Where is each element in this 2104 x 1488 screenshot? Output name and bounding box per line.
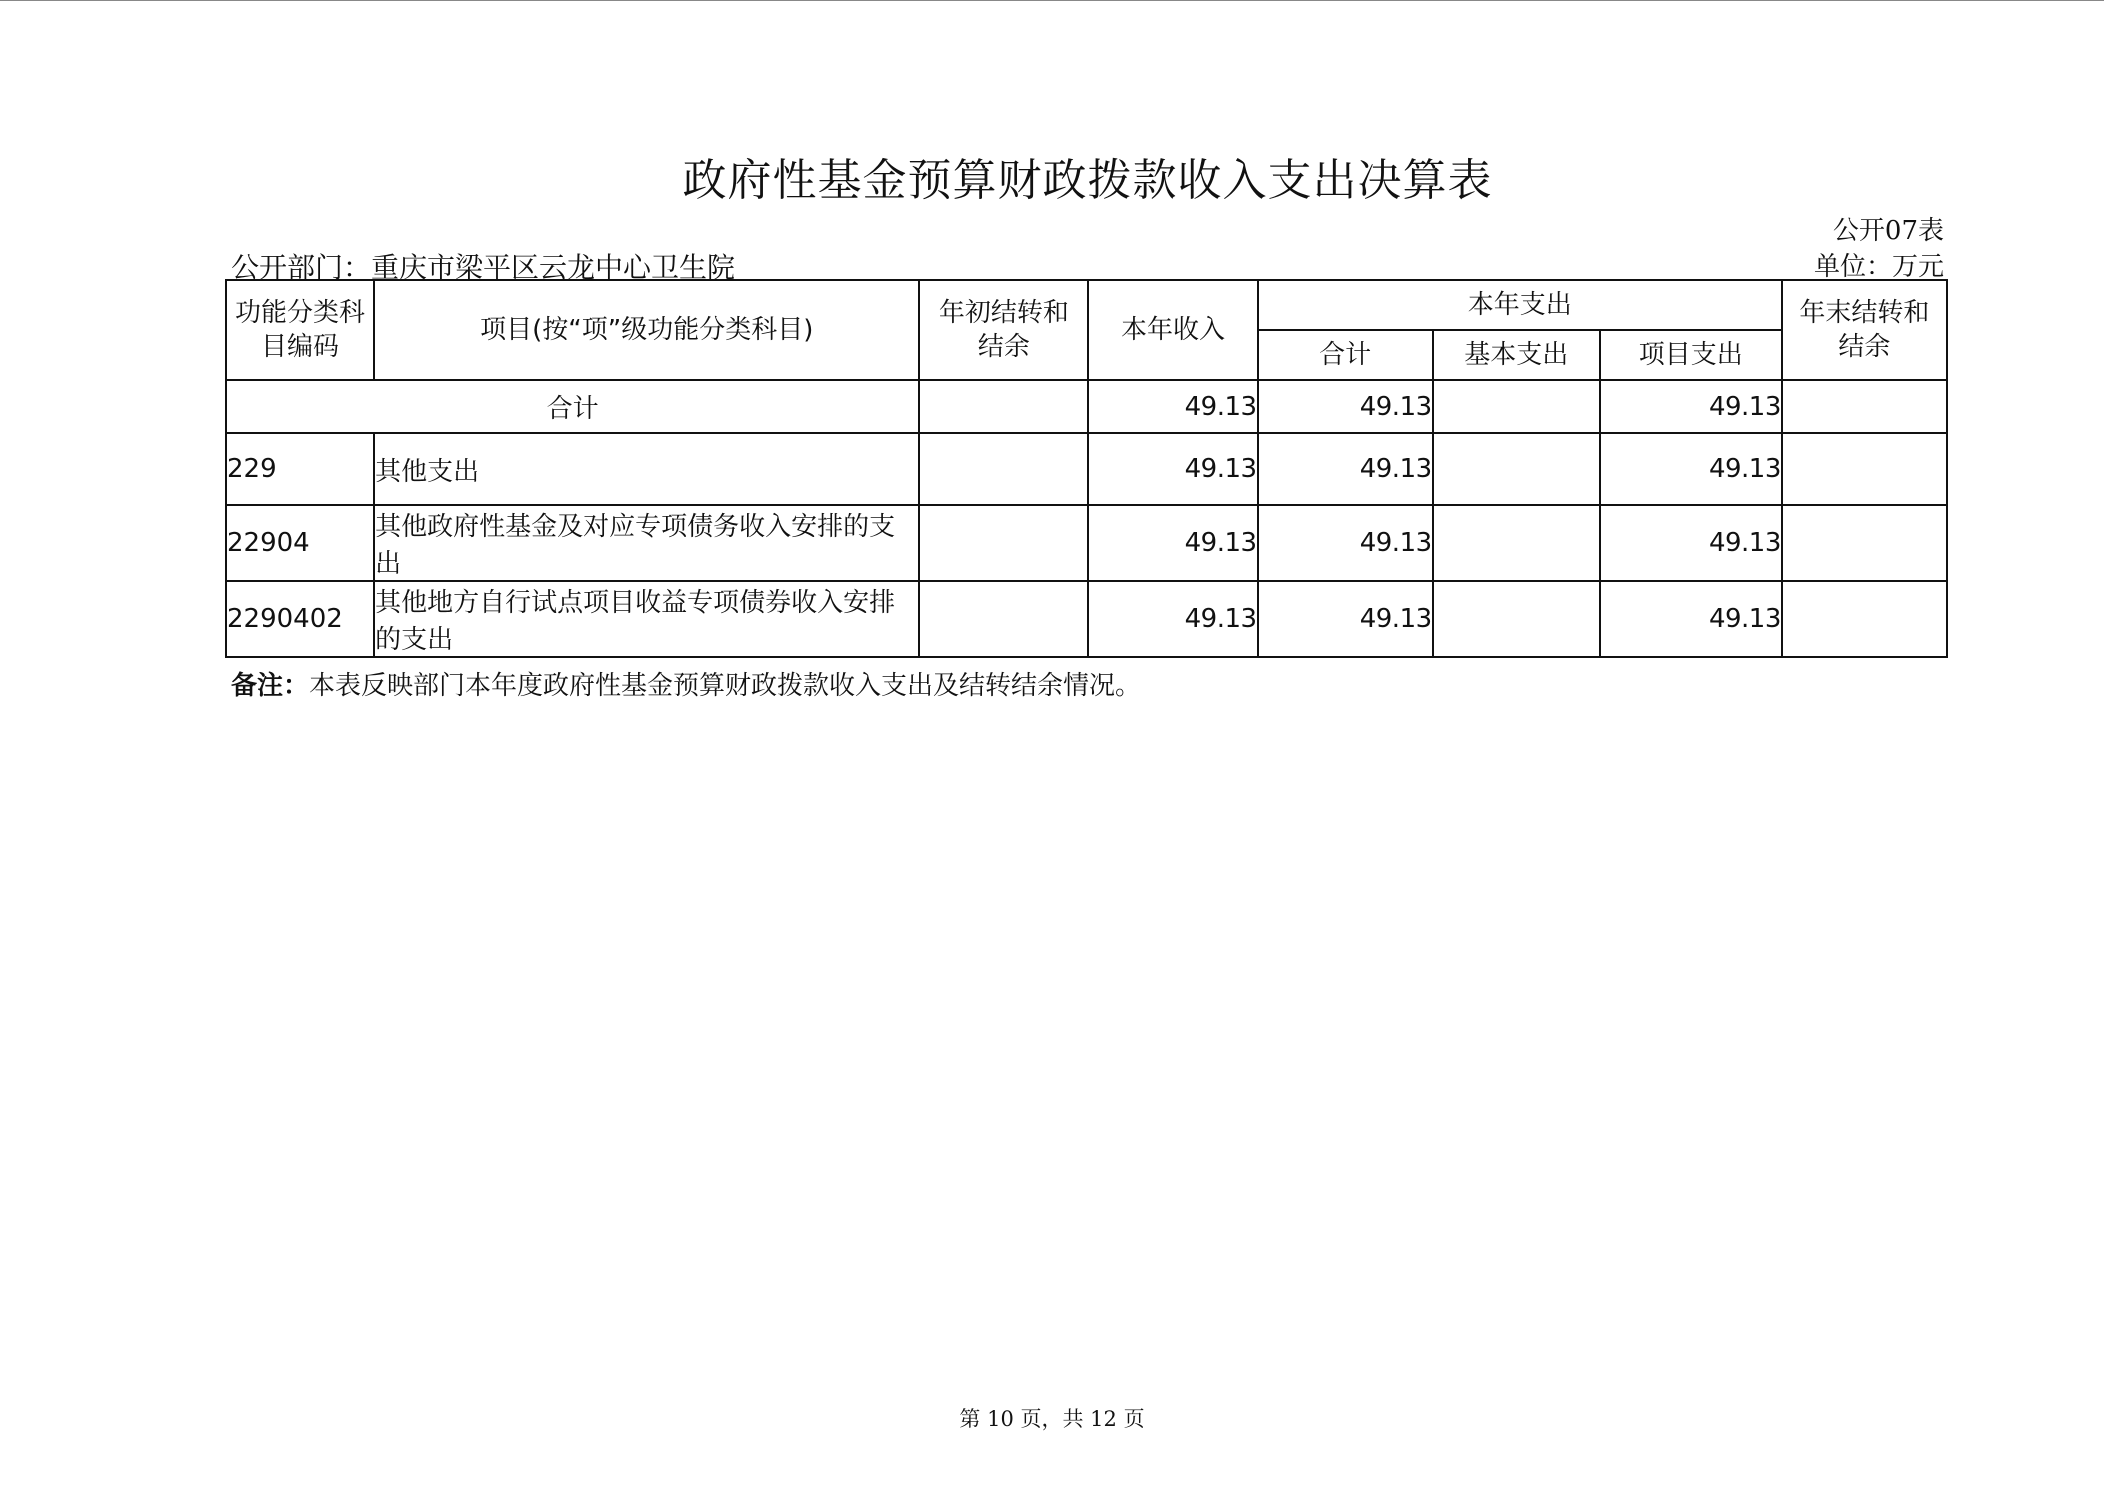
row-exp-basic xyxy=(1433,433,1600,505)
header-opening-balance: 年初结转和结余 xyxy=(919,280,1088,380)
page-title: 政府性基金预算财政拨款收入支出决算表 xyxy=(682,155,1493,206)
row-opening-balance xyxy=(919,581,1088,657)
row-opening-balance xyxy=(919,433,1088,505)
department-label: 公开部门：重庆市梁平区云龙中心卫生院 xyxy=(231,251,736,284)
page-top-border xyxy=(0,0,2104,1)
row-exp-project: 49.13 xyxy=(1600,433,1782,505)
table-row xyxy=(226,581,1947,657)
row-exp-basic xyxy=(1433,581,1600,657)
row-name: 其他政府性基金及对应专项债务收入安排的支出 xyxy=(374,505,919,581)
row-code: 22904 xyxy=(226,505,374,581)
total-exp-basic xyxy=(1433,380,1600,433)
header-exp-basic: 基本支出 xyxy=(1433,330,1600,380)
note-label: 备注： xyxy=(231,671,310,701)
header-income: 本年收入 xyxy=(1088,280,1257,380)
row-code: 229 xyxy=(226,433,374,505)
header-exp-total: 合计 xyxy=(1258,330,1433,380)
total-exp-project: 49.13 xyxy=(1600,380,1782,433)
row-income: 49.13 xyxy=(1088,433,1257,505)
table-note xyxy=(231,665,1141,702)
header-closing-balance: 年末结转和结余 xyxy=(1782,280,1947,380)
row-closing-balance xyxy=(1782,581,1947,657)
row-exp-total: 49.13 xyxy=(1258,581,1433,657)
fund-budget-table xyxy=(225,279,1948,658)
total-row xyxy=(226,380,1947,433)
form-number: 公开07表 xyxy=(1832,216,1944,246)
header-item: 项目(按“项”级功能分类科目) xyxy=(374,280,919,380)
row-exp-total: 49.13 xyxy=(1258,505,1433,581)
row-exp-basic xyxy=(1433,505,1600,581)
row-exp-project: 49.13 xyxy=(1600,505,1782,581)
total-exp-total: 49.13 xyxy=(1258,380,1433,433)
row-name: 其他地方自行试点项目收益专项债券收入安排的支出 xyxy=(374,581,919,657)
table-row xyxy=(226,505,1947,581)
row-closing-balance xyxy=(1782,505,1947,581)
page-footer: 第 10 页，共 12 页 xyxy=(959,1407,1145,1431)
row-income: 49.13 xyxy=(1088,505,1257,581)
header-code: 功能分类科目编码 xyxy=(226,280,374,380)
row-exp-project: 49.13 xyxy=(1600,581,1782,657)
table-row xyxy=(226,433,1947,505)
header-exp-project: 项目支出 xyxy=(1600,330,1782,380)
row-opening-balance xyxy=(919,505,1088,581)
header-expenditure: 本年支出 xyxy=(1258,280,1782,330)
row-name: 其他支出 xyxy=(374,433,919,505)
row-code: 2290402 xyxy=(226,581,374,657)
row-closing-balance xyxy=(1782,433,1947,505)
unit-label: 单位：万元 xyxy=(1813,252,1944,282)
row-income: 49.13 xyxy=(1088,581,1257,657)
total-label: 合计 xyxy=(226,380,919,433)
total-income: 49.13 xyxy=(1088,380,1257,433)
note-text: 本表反映部门本年度政府性基金预算财政拨款收入支出及结转结余情况。 xyxy=(309,671,1142,701)
total-closing-balance xyxy=(1782,380,1947,433)
total-opening-balance xyxy=(919,380,1088,433)
row-exp-total: 49.13 xyxy=(1258,433,1433,505)
